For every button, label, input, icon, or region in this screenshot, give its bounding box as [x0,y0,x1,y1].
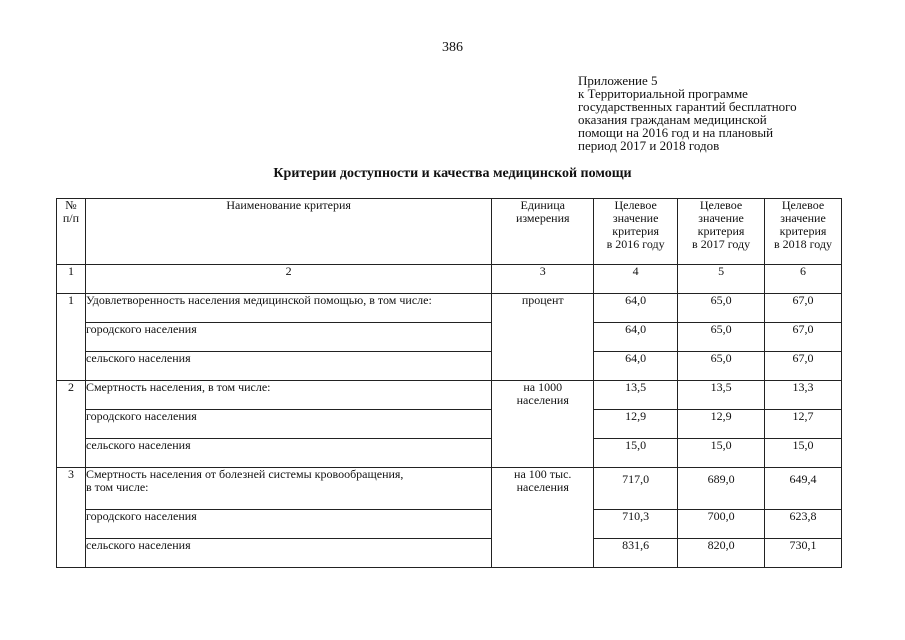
table-row [57,410,842,439]
criteria-table [56,198,842,568]
value-2018: 730,1 [765,539,842,568]
value-2017: 820,0 [678,539,765,568]
criterion-name: сельского населения [85,439,491,468]
value-2018: 15,0 [765,439,842,468]
value-2017: 12,9 [678,410,765,439]
column-number: 4 [594,265,678,294]
appendix-line: помощи на 2016 год и на плановый [578,125,774,140]
value-2016: 64,0 [594,323,678,352]
value-2017: 65,0 [678,294,765,323]
column-number: 5 [678,265,765,294]
table-row [57,323,842,352]
table-row [57,352,842,381]
table-row [57,381,842,410]
appendix-line: Приложение 5 [578,73,658,88]
header-row [57,199,842,265]
value-2016: 717,0 [594,468,678,510]
table-row [57,468,842,510]
value-2018: 67,0 [765,352,842,381]
value-2016: 64,0 [594,352,678,381]
value-2016: 64,0 [594,294,678,323]
row-number: 3 [57,468,86,568]
table-row [57,539,842,568]
document-title: Критерии доступности и качества медицинской помощи [273,166,632,181]
value-2018: 67,0 [765,323,842,352]
value-2018: 67,0 [765,294,842,323]
value-2018: 649,4 [765,468,842,510]
appendix-line: оказания гражданам медицинской [578,112,767,127]
value-2017: 65,0 [678,352,765,381]
criterion-name: сельского населения [85,352,491,381]
page-number: 386 [442,40,463,55]
criterion-name: сельского населения [85,539,491,568]
row-number: 2 [57,381,86,468]
column-number: 6 [765,265,842,294]
appendix-line: период 2017 и 2018 годов [578,138,720,153]
value-2016: 15,0 [594,439,678,468]
appendix-note [578,74,878,152]
criterion-name: городского населения [85,410,491,439]
value-2018: 13,3 [765,381,842,410]
header-unit: Единица измерения [492,199,594,265]
appendix-line: государственных гарантий бесплатного [578,99,797,114]
value-2018: 12,7 [765,410,842,439]
value-2017: 65,0 [678,323,765,352]
table-row [57,439,842,468]
value-2017: 13,5 [678,381,765,410]
column-number-row [57,265,842,294]
unit-cell: на 100 тыс. населения [492,468,594,568]
column-number: 3 [492,265,594,294]
header-2017: Целевое значение критерия в 2017 году [678,199,765,265]
value-2017: 700,0 [678,510,765,539]
value-2016: 12,9 [594,410,678,439]
value-2016: 13,5 [594,381,678,410]
criterion-name: городского населения [85,323,491,352]
value-2016: 831,6 [594,539,678,568]
header-2018: Целевое значение критерия в 2018 году [765,199,842,265]
appendix-line: к Территориальной программе [578,86,748,101]
header-name: Наименование критерия [85,199,491,265]
unit-cell: на 1000 населения [492,381,594,468]
header-2016: Целевое значение критерия в 2016 году [594,199,678,265]
value-2016: 710,3 [594,510,678,539]
value-2017: 15,0 [678,439,765,468]
value-2017: 689,0 [678,468,765,510]
criterion-name: Смертность населения, в том числе: [85,381,491,410]
criterion-name: Удовлетворенность населения медицинской помощью, в том числе: [85,294,491,323]
table-row [57,294,842,323]
table-row [57,510,842,539]
criterion-name: городского населения [85,510,491,539]
value-2018: 623,8 [765,510,842,539]
criterion-name: Смертность населения от болезней системы кровообращения, в том числе: [85,468,491,510]
header-num: № п/п [57,199,86,265]
column-number: 1 [57,265,86,294]
row-number: 1 [57,294,86,381]
column-number: 2 [85,265,491,294]
unit-cell: процент [492,294,594,381]
